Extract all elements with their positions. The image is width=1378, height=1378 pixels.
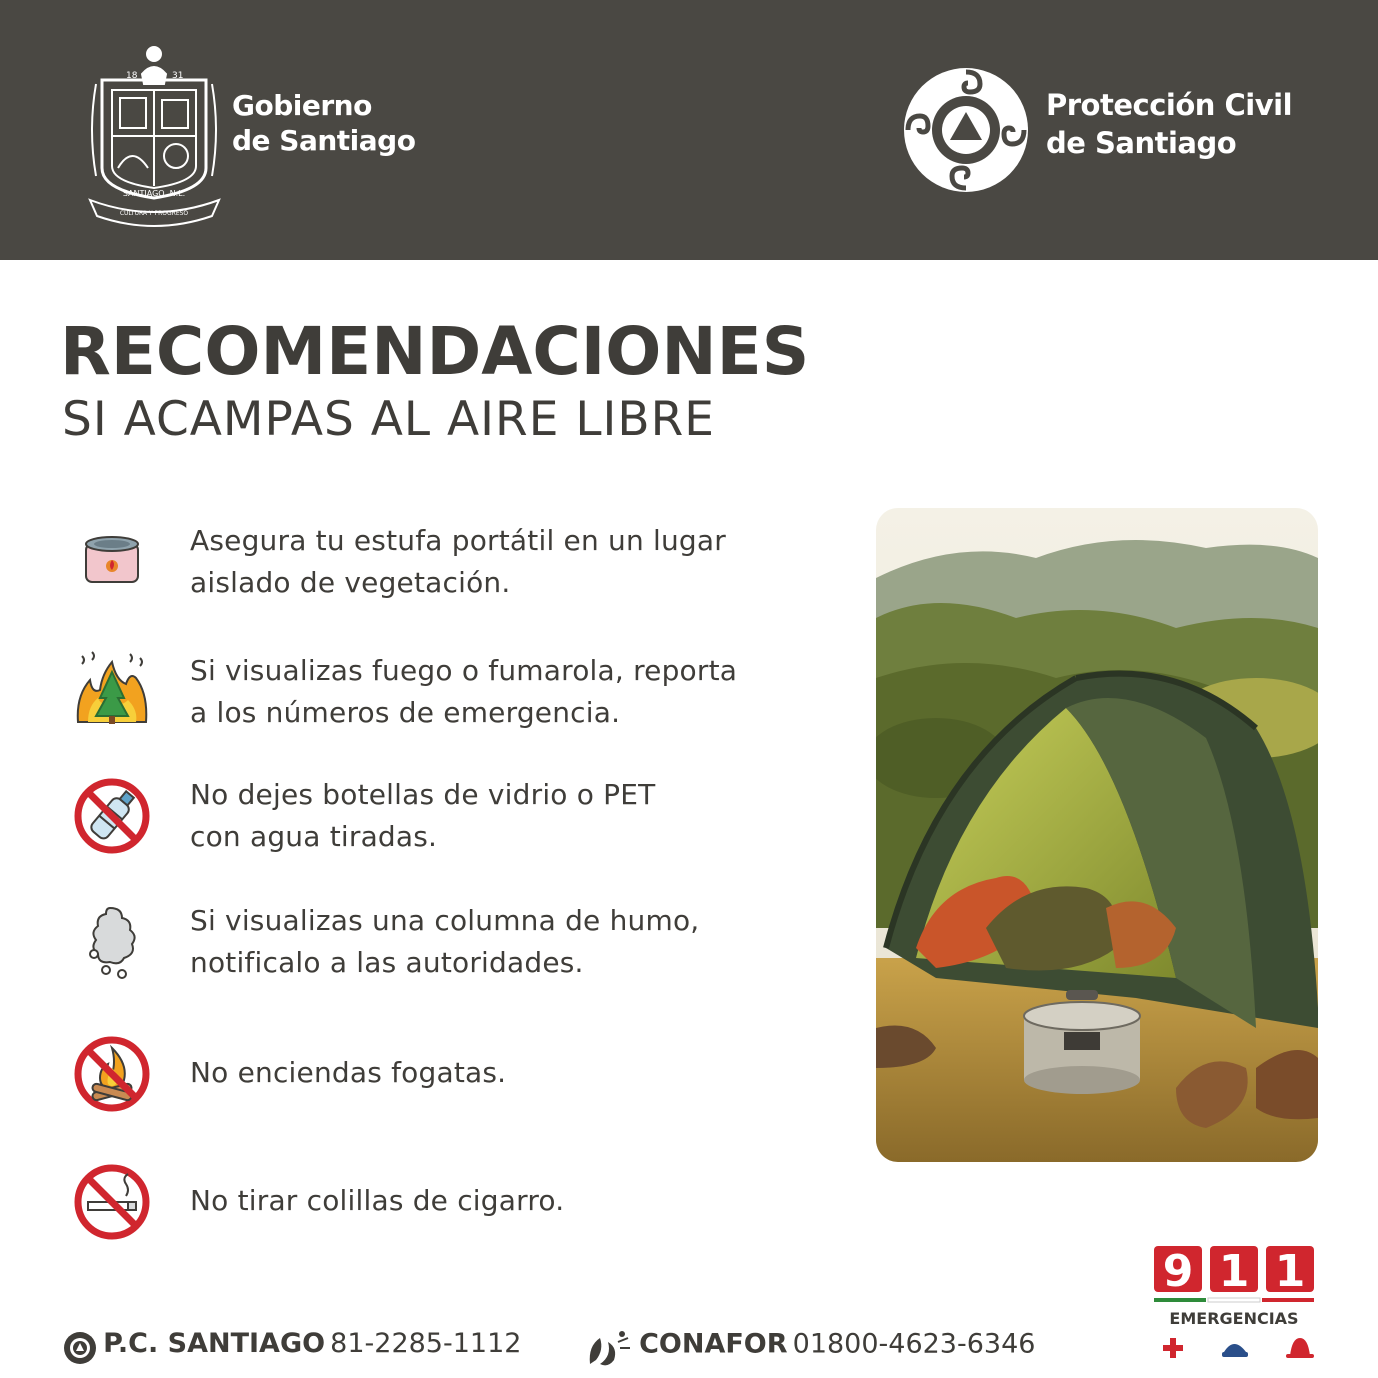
recommendation-item (190, 520, 840, 604)
recommendation-line: No enciendas fogatas. (190, 1056, 507, 1089)
digit-1-second: 1 (1274, 1246, 1306, 1297)
recommendation-item (190, 650, 840, 734)
santiago-crest-logo (82, 40, 227, 230)
recommendation-item (190, 1180, 840, 1222)
conafor-leaf-icon (582, 1328, 634, 1368)
recommendation-line: a los números de emergencia. (190, 696, 621, 729)
emergency-label: EMERGENCIAS (1169, 1309, 1299, 1328)
civil-protection-name-line2: de Santiago (1046, 126, 1237, 160)
no-smoking-icon (72, 1162, 152, 1242)
digit-9: 9 (1162, 1246, 1194, 1297)
page-title: RECOMENDACIONES (60, 313, 810, 390)
firefighter-helmet-icon (1286, 1338, 1314, 1358)
recommendation-item (190, 900, 840, 984)
recommendation-line: Si visualizas fuego o fumarola, reporta (190, 654, 738, 687)
emergency-911-badge (1150, 1244, 1320, 1364)
recommendation-line: No dejes botellas de vidrio o PET (190, 778, 656, 811)
no-campfire-icon (72, 1034, 152, 1114)
government-name-line1: Gobierno (232, 89, 372, 122)
red-cross-icon (1163, 1338, 1183, 1358)
crest-location: SANTIAGO, N.L. (122, 189, 186, 198)
conafor-contact-phone[interactable]: 01800-4623-6346 (792, 1328, 1036, 1360)
crest-motto: CULTURA Y PROGRESO (119, 210, 189, 217)
recommendation-line: con agua tiradas. (190, 820, 438, 853)
no-bottles-icon (72, 776, 152, 856)
smoke-column-icon (72, 902, 152, 982)
forest-fire-icon (72, 650, 152, 730)
pc-contact (62, 1328, 521, 1368)
pc-contact-phone[interactable]: 81-2285-1112 (330, 1328, 522, 1359)
civil-protection-name (1046, 86, 1292, 162)
recommendation-item (190, 1052, 840, 1094)
page-subtitle: SI ACAMPAS AL AIRE LIBRE (62, 392, 715, 447)
portable-stove-icon (72, 520, 152, 600)
recommendation-line: aislado de vegetación. (190, 566, 511, 599)
recommendation-line: Asegura tu estufa portátil en un lugar (190, 524, 726, 557)
crest-year-left: 18 (126, 71, 138, 81)
conafor-contact-label: CONAFOR (639, 1328, 788, 1360)
digit-1: 1 (1218, 1246, 1250, 1297)
pc-contact-label: P.C. SANTIAGO (103, 1328, 326, 1359)
recommendation-line: Si visualizas una columna de humo, (190, 904, 700, 937)
government-name-line2: de Santiago (232, 124, 416, 157)
government-name (232, 88, 415, 158)
civil-protection-name-line1: Protección Civil (1046, 88, 1293, 122)
police-cap-icon (1222, 1344, 1248, 1357)
camping-tent-photo (876, 508, 1318, 1162)
recommendation-line: No tirar colillas de cigarro. (190, 1184, 565, 1217)
header-band (0, 0, 1378, 260)
recommendation-line: notificalo a las autoridades. (190, 946, 584, 979)
civil-protection-logo (902, 66, 1030, 194)
conafor-contact (582, 1328, 1035, 1368)
civil-protection-small-icon (62, 1330, 98, 1366)
recommendation-item (190, 774, 840, 858)
crest-year-right: 31 (172, 71, 184, 81)
